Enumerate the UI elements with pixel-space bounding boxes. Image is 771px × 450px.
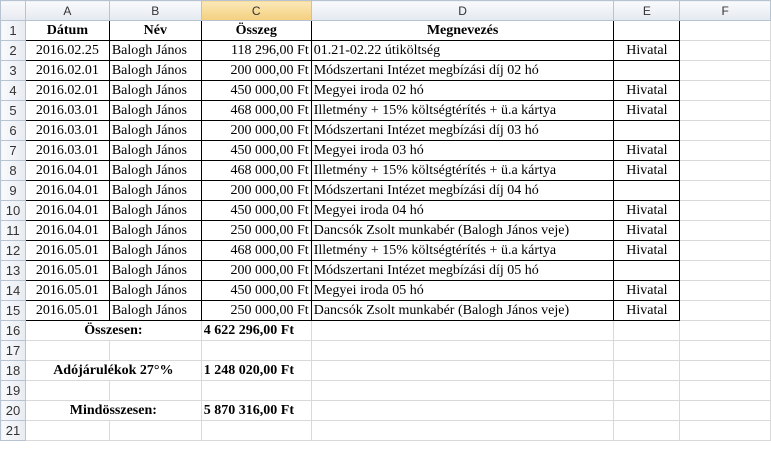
row-header[interactable]: 1 [1,21,26,41]
column-header-f[interactable]: F [680,1,771,21]
cell-amount[interactable]: 468 000,00 Ft [201,241,311,261]
table-row [1,61,771,81]
column-header-d[interactable]: D [311,1,614,21]
cell[interactable] [614,401,680,421]
row-header[interactable]: 7 [1,141,26,161]
cell[interactable] [614,421,680,441]
cell[interactable] [614,341,680,361]
cell[interactable] [680,181,771,201]
row-header[interactable]: 3 [1,61,26,81]
total-label[interactable]: Összesen: [25,321,201,341]
table-row [1,41,771,61]
cell-tag[interactable]: Hivatal [614,141,680,161]
cell-description[interactable]: Megyei iroda 05 hó [311,281,614,301]
cell-date[interactable]: 2016.02.01 [25,61,109,81]
row-header[interactable]: 2 [1,41,26,61]
cell-date[interactable]: 2016.03.01 [25,121,109,141]
cell-name[interactable]: Balogh János [109,81,201,101]
cell[interactable] [680,21,771,41]
cell-amount[interactable]: 468 000,00 Ft [201,161,311,181]
cell-amount[interactable]: 450 000,00 Ft [201,281,311,301]
cell-tag[interactable] [614,261,680,281]
empty-row [1,381,771,401]
row-header[interactable]: 15 [1,301,26,321]
cell[interactable] [109,421,201,441]
empty-row [1,421,771,441]
column-header-e[interactable]: E [614,1,680,21]
cell-date[interactable]: 2016.02.01 [25,81,109,101]
cell-description[interactable]: Illetmény + 15% költségtérítés + ü.a kártya [311,241,614,261]
cell-tag[interactable]: Hivatal [614,281,680,301]
column-header-a[interactable]: A [25,1,109,21]
cell-description[interactable]: Megyei iroda 02 hó [311,81,614,101]
summary-row [1,361,771,381]
empty-row [1,341,771,361]
cell-name[interactable]: Balogh János [109,301,201,321]
cell[interactable] [201,421,311,441]
cell-amount[interactable]: 200 000,00 Ft [201,261,311,281]
cell-date[interactable]: 2016.04.01 [25,161,109,181]
header-date[interactable]: Dátum [25,21,109,41]
row-header[interactable]: 19 [1,381,26,401]
header-tag[interactable] [614,21,680,41]
table-row [1,161,771,181]
cell[interactable] [680,261,771,281]
total-value[interactable]: 4 622 296,00 Ft [201,321,311,341]
cell-date[interactable]: 2016.03.01 [25,141,109,161]
row-header[interactable]: 11 [1,221,26,241]
header-amount[interactable]: Összeg [201,21,311,41]
row-header[interactable]: 16 [1,321,26,341]
cell-date[interactable]: 2016.05.01 [25,281,109,301]
column-header-row [1,1,771,21]
cell-date[interactable]: 2016.04.01 [25,221,109,241]
table-row [1,221,771,241]
cell-name[interactable]: Balogh János [109,281,201,301]
cell-tag[interactable]: Hivatal [614,81,680,101]
cell-amount[interactable]: 450 000,00 Ft [201,81,311,101]
table-row [1,201,771,221]
cell-tag[interactable] [614,121,680,141]
cell[interactable] [311,321,614,341]
row-header[interactable]: 4 [1,81,26,101]
cell[interactable] [680,201,771,221]
cell[interactable] [680,221,771,241]
cell[interactable] [680,41,771,61]
cell-date[interactable]: 2016.05.01 [25,301,109,321]
column-header-b[interactable]: B [109,1,201,21]
row-header[interactable]: 17 [1,341,26,361]
cell[interactable] [311,381,614,401]
cell[interactable] [680,281,771,301]
cell[interactable] [109,381,201,401]
cell-description[interactable]: Megyei iroda 03 hó [311,141,614,161]
table-row [1,261,771,281]
cell[interactable] [680,241,771,261]
cell[interactable] [614,381,680,401]
cell-name[interactable]: Balogh János [109,121,201,141]
row-header[interactable]: 18 [1,361,26,381]
cell-tag[interactable]: Hivatal [614,161,680,181]
row-header[interactable]: 21 [1,421,26,441]
table-row [1,241,771,261]
cell-tag[interactable]: Hivatal [614,221,680,241]
cell-description[interactable]: Megyei iroda 04 hó [311,201,614,221]
cell[interactable] [680,161,771,181]
table-row [1,121,771,141]
cell[interactable] [311,421,614,441]
cell-date[interactable]: 2016.04.01 [25,201,109,221]
cell[interactable] [680,421,771,441]
cell[interactable] [680,381,771,401]
cell-amount[interactable]: 450 000,00 Ft [201,201,311,221]
table-row [1,81,771,101]
cell-amount[interactable]: 118 296,00 Ft [201,41,311,61]
cell[interactable] [680,401,771,421]
table-row [1,281,771,301]
row-header[interactable]: 20 [1,401,26,421]
cell-amount[interactable]: 200 000,00 Ft [201,121,311,141]
cell-name[interactable]: Balogh János [109,201,201,221]
row-header[interactable]: 12 [1,241,26,261]
cell[interactable] [680,361,771,381]
row-header[interactable]: 9 [1,181,26,201]
tax-label[interactable]: Adójárulékok 27°% [25,361,201,381]
cell[interactable] [311,341,614,361]
cell[interactable] [680,61,771,81]
cell-tag[interactable]: Hivatal [614,301,680,321]
cell[interactable] [680,121,771,141]
cell[interactable] [680,301,771,321]
row-header[interactable]: 5 [1,101,26,121]
cell[interactable] [680,341,771,361]
cell[interactable] [25,381,109,401]
row-header[interactable]: 6 [1,121,26,141]
cell-name[interactable]: Balogh János [109,141,201,161]
cell-date[interactable]: 2016.05.01 [25,261,109,281]
row-header[interactable]: 8 [1,161,26,181]
table-row [1,301,771,321]
header-description[interactable]: Megnevezés [311,21,614,41]
cell-amount[interactable]: 200 000,00 Ft [201,61,311,81]
cell[interactable] [109,341,201,361]
cell-tag[interactable] [614,61,680,81]
header-name[interactable]: Név [109,21,201,41]
cell-amount[interactable]: 200 000,00 Ft [201,181,311,201]
tax-value[interactable]: 1 248 020,00 Ft [201,361,311,381]
cell[interactable] [311,361,614,381]
table-row [1,141,771,161]
cell[interactable] [680,141,771,161]
cell-date[interactable]: 2016.05.01 [25,241,109,261]
select-all-corner[interactable] [1,1,26,21]
cell[interactable] [680,101,771,121]
cell-description[interactable]: Illetmény + 15% költségtérítés + ü.a kártya [311,101,614,121]
cell-amount[interactable]: 250 000,00 Ft [201,301,311,321]
cell-description[interactable]: Dancsók Zsolt munkabér (Balogh János veje) [311,301,614,321]
cell-tag[interactable]: Hivatal [614,101,680,121]
cell[interactable] [311,401,614,421]
row-header[interactable]: 14 [1,281,26,301]
cell[interactable] [680,81,771,101]
cell-amount[interactable]: 468 000,00 Ft [201,101,311,121]
summary-row [1,321,771,341]
table-row [1,181,771,201]
cell-tag[interactable]: Hivatal [614,41,680,61]
cell-date[interactable]: 2016.02.25 [25,41,109,61]
cell-description[interactable]: Illetmény + 15% költségtérítés + ü.a kártya [311,161,614,181]
table-header-row [1,21,771,41]
cell-name[interactable]: Balogh János [109,181,201,201]
cell-name[interactable]: Balogh János [109,241,201,261]
cell-name[interactable]: Balogh János [109,101,201,121]
cell-date[interactable]: 2016.04.01 [25,181,109,201]
cell[interactable] [680,321,771,341]
cell[interactable] [614,321,680,341]
grand-value[interactable]: 5 870 316,00 Ft [201,401,311,421]
cell[interactable] [201,341,311,361]
cell[interactable] [25,421,109,441]
cell-name[interactable]: Balogh János [109,221,201,241]
cell-description[interactable]: Módszertani Intézet megbízási díj 02 hó [311,61,614,81]
cell-description[interactable]: Dancsók Zsolt munkabér (Balogh János veje) [311,221,614,241]
summary-row [1,401,771,421]
cell-description[interactable]: Módszertani Intézet megbízási díj 05 hó [311,261,614,281]
grand-label[interactable]: Mindösszesen: [25,401,201,421]
table-row [1,101,771,121]
cell-name[interactable]: Balogh János [109,41,201,61]
cell-amount[interactable]: 250 000,00 Ft [201,221,311,241]
cell-date[interactable]: 2016.03.01 [25,101,109,121]
cell-name[interactable]: Balogh János [109,61,201,81]
cell-name[interactable]: Balogh János [109,261,201,281]
cell[interactable] [25,341,109,361]
cell-description[interactable]: Módszertani Intézet megbízási díj 03 hó [311,121,614,141]
cell[interactable] [614,361,680,381]
cell-description[interactable]: 01.21-02.22 útiköltség [311,41,614,61]
column-header-c[interactable]: C [201,1,311,21]
cell-name[interactable]: Balogh János [109,161,201,181]
cell-amount[interactable]: 450 000,00 Ft [201,141,311,161]
cell-tag[interactable] [614,181,680,201]
cell-tag[interactable]: Hivatal [614,201,680,221]
cell-tag[interactable]: Hivatal [614,241,680,261]
cell-description[interactable]: Módszertani Intézet megbízási díj 04 hó [311,181,614,201]
cell[interactable] [201,381,311,401]
row-header[interactable]: 13 [1,261,26,281]
row-header[interactable]: 10 [1,201,26,221]
